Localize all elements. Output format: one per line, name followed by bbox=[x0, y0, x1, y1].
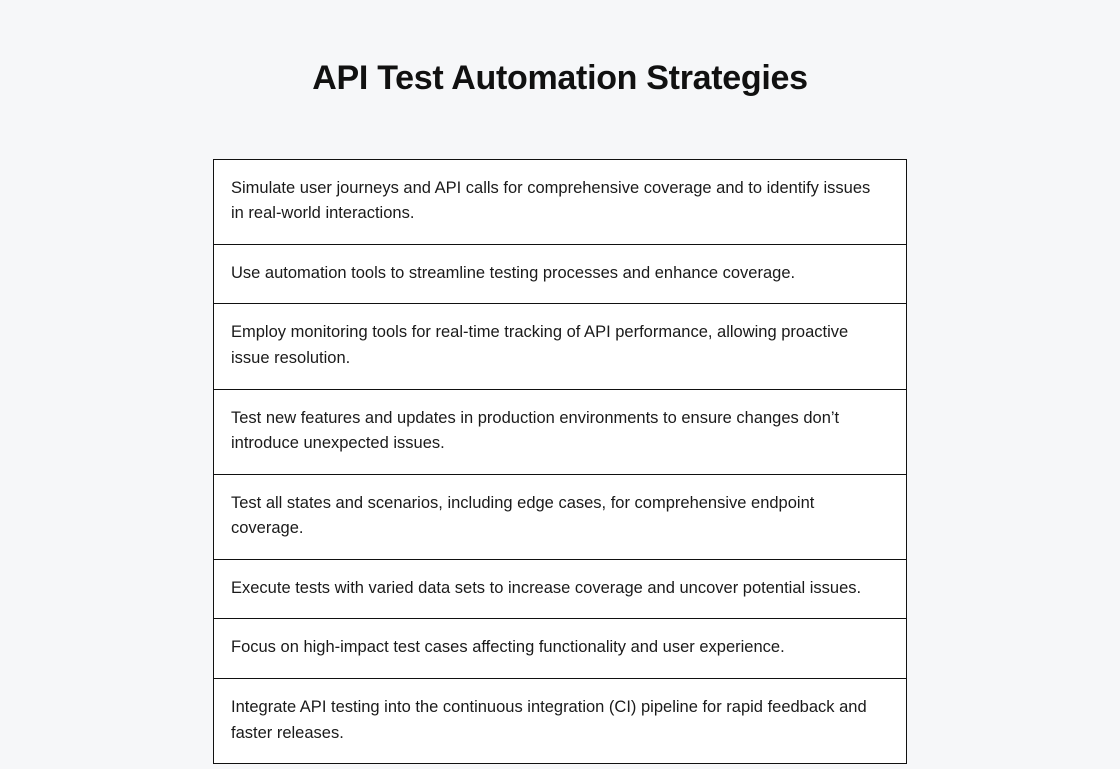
list-item-text: Test all states and scenarios, including edge cases, for comprehensive endpoint coverage. bbox=[231, 493, 815, 538]
list-item bbox=[214, 304, 906, 389]
strategy-list bbox=[213, 159, 907, 764]
page-title: API Test Automation Strategies bbox=[312, 59, 808, 97]
list-item-text: Integrate API testing into the continuous integration (CI) pipeline for rapid feedback and faster releases. bbox=[231, 697, 867, 742]
list-item bbox=[214, 619, 906, 679]
list-item bbox=[214, 475, 906, 560]
list-item bbox=[214, 560, 906, 620]
list-item bbox=[214, 390, 906, 475]
list-item bbox=[214, 679, 906, 763]
list-item-text: Focus on high-impact test cases affecting functionality and user experience. bbox=[231, 638, 785, 657]
list-item bbox=[214, 245, 906, 305]
list-item-text: Test new features and updates in production environments to ensure changes don’t introduce unexpected issues. bbox=[231, 408, 840, 453]
list-item-text: Employ monitoring tools for real-time tracking of API performance, allowing proactive issue resolution. bbox=[231, 323, 849, 368]
list-item-text: Use automation tools to streamline testing processes and enhance coverage. bbox=[231, 263, 796, 282]
list-item-text: Execute tests with varied data sets to increase coverage and uncover potential issues. bbox=[231, 578, 862, 597]
list-item-text: Simulate user journeys and API calls for comprehensive coverage and to identify issues in real-world interactions. bbox=[231, 178, 871, 223]
list-item bbox=[214, 160, 906, 245]
